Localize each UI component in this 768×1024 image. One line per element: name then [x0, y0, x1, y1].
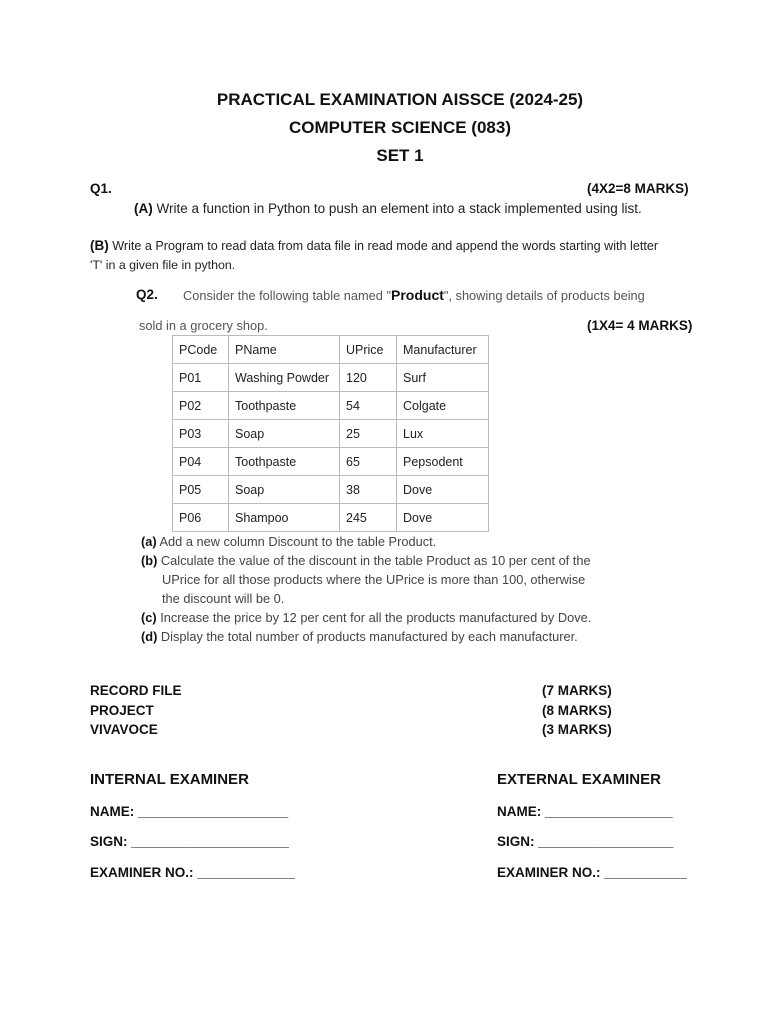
table-cell: 25	[340, 420, 397, 448]
component-name: PROJECT	[90, 703, 154, 718]
q1-label: Q1.	[90, 181, 112, 196]
q2-part-line	[141, 608, 591, 627]
component-marks: (3 MARKS)	[542, 722, 612, 737]
q2-part-text: the discount will be 0.	[162, 591, 285, 606]
exam-title: PRACTICAL EXAMINATION AISSCE (2024-25)	[216, 90, 584, 109]
table-row	[173, 448, 489, 476]
component-marks: (8 MARKS)	[542, 703, 612, 718]
table-cell: Shampoo	[229, 504, 340, 532]
table-cell: Pepsodent	[397, 448, 489, 476]
table-cell: Soap	[229, 420, 340, 448]
component-marks: (7 MARKS)	[542, 683, 612, 698]
q1-part-b-text: Write a Program to read data from data file in read mode and append the words starting with letter	[108, 239, 659, 253]
q2-part-line	[141, 532, 591, 551]
external-name-field: NAME: _________________	[497, 804, 673, 819]
table-cell: P03	[173, 420, 229, 448]
table-header-cell: UPrice	[340, 336, 397, 364]
q2-intro-post: ", showing details of products being	[443, 288, 645, 303]
internal-examiner-no-field: EXAMINER NO.: _____________	[90, 865, 295, 880]
table-row	[173, 364, 489, 392]
table-cell: P06	[173, 504, 229, 532]
table-cell: 120	[340, 364, 397, 392]
q1-part-a	[134, 201, 642, 216]
q1-part-a-text: Write a function in Python to push an element into a stack implemented using list.	[152, 201, 642, 216]
q2-part-text: Calculate the value of the discount in the table Product as 10 per cent of the	[157, 553, 591, 568]
table-cell: Soap	[229, 476, 340, 504]
q2-part-label: (c)	[141, 610, 157, 625]
table-header-row	[173, 336, 489, 364]
table-cell: 54	[340, 392, 397, 420]
q2-intro-pre: Consider the following table named "	[183, 288, 391, 303]
q2-table-name: Product	[391, 287, 444, 303]
q1-part-b-label: (B)	[90, 238, 109, 253]
product-table	[172, 335, 489, 532]
q2-intro-line2: sold in a grocery shop.	[139, 318, 268, 333]
q2-part-text: UPrice for all those products where the UPrice is more than 100, otherwise	[162, 572, 586, 587]
external-examiner-no-field: EXAMINER NO.: ___________	[497, 865, 687, 880]
table-cell: Colgate	[397, 392, 489, 420]
table-cell: P04	[173, 448, 229, 476]
table-cell: Toothpaste	[229, 392, 340, 420]
table-header-cell: Manufacturer	[397, 336, 489, 364]
internal-name-field: NAME: ____________________	[90, 804, 289, 819]
q2-part-text: Increase the price by 12 per cent for all the products manufactured by Dove.	[156, 610, 592, 625]
q2-part-text: Display the total number of products manufactured by each manufacturer.	[157, 629, 578, 644]
table-cell: Dove	[397, 476, 489, 504]
component-name: VIVAVOCE	[90, 722, 158, 737]
q1-part-a-label: (A)	[134, 201, 153, 216]
q2-intro	[183, 287, 645, 303]
table-cell: 245	[340, 504, 397, 532]
table-cell: P01	[173, 364, 229, 392]
table-row	[173, 420, 489, 448]
q2-part-label: (d)	[141, 629, 158, 644]
table-row	[173, 504, 489, 532]
q2-part-line	[141, 627, 591, 646]
component-name: RECORD FILE	[90, 683, 182, 698]
q1-part-b-text-line2: 'T' in a given file in python.	[90, 258, 236, 272]
q2-part-label: (a)	[141, 534, 157, 549]
q1-part-b	[90, 238, 658, 253]
q2-parts	[141, 532, 591, 646]
q2-part-text: Add a new column Discount to the table Product.	[156, 534, 437, 549]
table-cell: Washing Powder	[229, 364, 340, 392]
subject-title: COMPUTER SCIENCE (083)	[289, 118, 511, 137]
q2-marks: (1X4= 4 MARKS)	[587, 318, 693, 333]
table-cell: Dove	[397, 504, 489, 532]
table-row	[173, 476, 489, 504]
table-cell: P05	[173, 476, 229, 504]
table-header-cell: PCode	[173, 336, 229, 364]
table-header-cell: PName	[229, 336, 340, 364]
table-cell: 65	[340, 448, 397, 476]
set-title: SET 1	[376, 146, 424, 165]
external-sign-field: SIGN: __________________	[497, 834, 674, 849]
q1-marks: (4X2=8 MARKS)	[587, 181, 689, 196]
q2-part-line	[141, 589, 591, 608]
table-cell: Toothpaste	[229, 448, 340, 476]
table-cell: P02	[173, 392, 229, 420]
q2-label: Q2.	[136, 287, 158, 302]
external-examiner-heading: EXTERNAL EXAMINER	[497, 771, 661, 788]
internal-examiner-heading: INTERNAL EXAMINER	[90, 771, 249, 788]
q2-part-label: (b)	[141, 553, 158, 568]
table-cell: Lux	[397, 420, 489, 448]
q2-part-line	[141, 570, 591, 589]
table-row	[173, 392, 489, 420]
internal-sign-field: SIGN: _____________________	[90, 834, 289, 849]
q2-part-line	[141, 551, 591, 570]
table-cell: 38	[340, 476, 397, 504]
table-cell: Surf	[397, 364, 489, 392]
